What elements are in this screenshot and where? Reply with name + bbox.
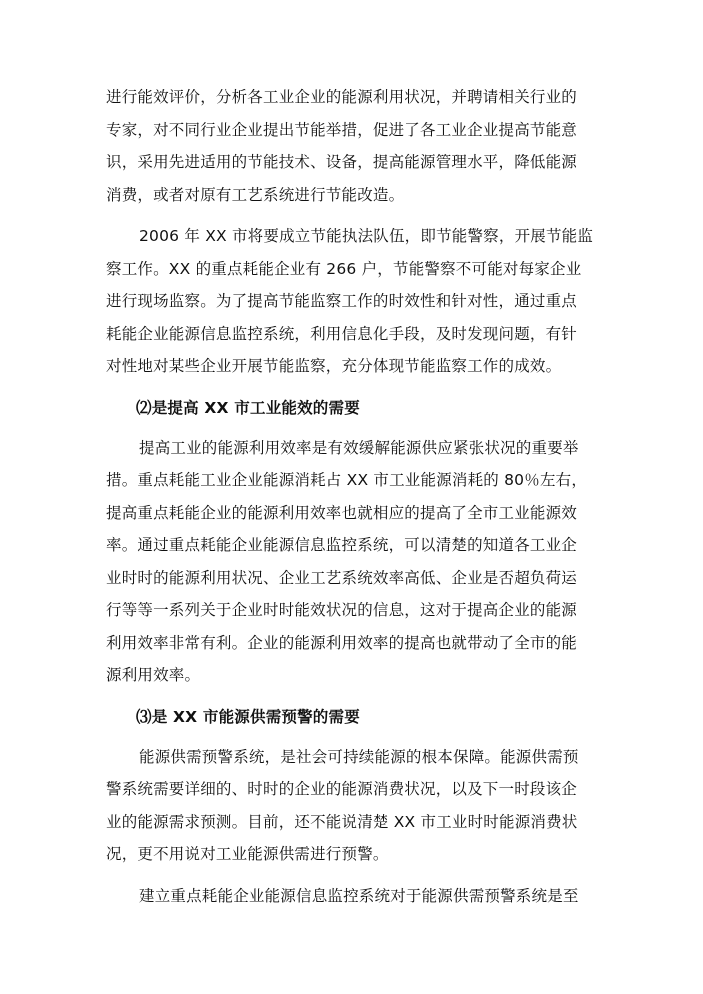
paragraph-2-line-4: 耗能企业能源信息监控系统，利用信息化手段，及时发现问题，有针: [106, 325, 578, 343]
paragraph-4-line-2: 警系统需要详细的、时时的企业的能源消费状况，以及下一时段该企: [106, 780, 578, 798]
paragraph-4-line-1: 能源供需预警系统，是社会可持续能源的根本保障。能源供需预: [139, 748, 579, 766]
paragraph-2-line-2: 察工作。XX 的重点耗能企业有 266 户，节能警察不可能对每家企业: [106, 260, 582, 278]
paragraph-3-line-5: 业时时的能源利用状况、企业工艺系统效率高低、企业是否超负荷运: [106, 569, 578, 587]
paragraph-2-line-3: 进行现场监察。为了提高节能监察工作的时效性和针对性，通过重点: [106, 292, 578, 310]
section-heading-2: ⑵是提高 XX 市工业能效的需要: [136, 399, 360, 417]
paragraph-2-line-1: 2006 年 XX 市将要成立节能执法队伍，即节能警察，开展节能监: [139, 227, 594, 245]
paragraph-3-line-2: 措。重点耗能工业企业能源消耗占 XX 市工业能源消耗的 80％左右，: [106, 471, 588, 489]
paragraph-3-line-6: 行等等一系列关于企业时时能效状况的信息，这对于提高企业的能源: [106, 601, 578, 619]
paragraph-3-line-3: 提高重点耗能企业的能源利用效率也就相应的提高了全市工业能源效: [106, 504, 578, 522]
paragraph-1-line-3: 识，采用先进适用的节能技术、设备，提高能源管理水平，降低能源: [106, 153, 578, 171]
paragraph-2-line-5: 对性地对某些企业开展节能监察，充分体现节能监察工作的成效。: [106, 357, 562, 375]
paragraph-1-line-4: 消费，或者对原有工艺系统进行节能改造。: [106, 186, 405, 204]
section-heading-3: ⑶是 XX 市能源供需预警的需要: [136, 708, 360, 726]
paragraph-1-line-1: 进行能效评价，分析各工业企业的能源利用状况，并聘请相关行业的: [106, 88, 578, 106]
paragraph-1-line-2: 专家，对不同行业企业提出节能举措，促进了各工业企业提高节能意: [106, 121, 578, 139]
paragraph-3-line-4: 率。通过重点耗能企业能源信息监控系统，可以清楚的知道各工业企: [106, 536, 578, 554]
paragraph-3-line-8: 源利用效率。: [106, 666, 201, 684]
paragraph-4-line-4: 况，更不用说对工业能源供需进行预警。: [106, 845, 389, 863]
paragraph-5-line-1: 建立重点耗能企业能源信息监控系统对于能源供需预警系统是至: [139, 887, 579, 905]
paragraph-3-line-7: 利用效率非常有利。企业的能源利用效率的提高也就带动了全市的能: [106, 634, 578, 652]
paragraph-3-line-1: 提高工业的能源利用效率是有效缓解能源供应紧张状况的重要举: [139, 439, 579, 457]
paragraph-4-line-3: 业的能源需求预测。目前，还不能说清楚 XX 市工业时时能源消费状: [106, 813, 578, 831]
